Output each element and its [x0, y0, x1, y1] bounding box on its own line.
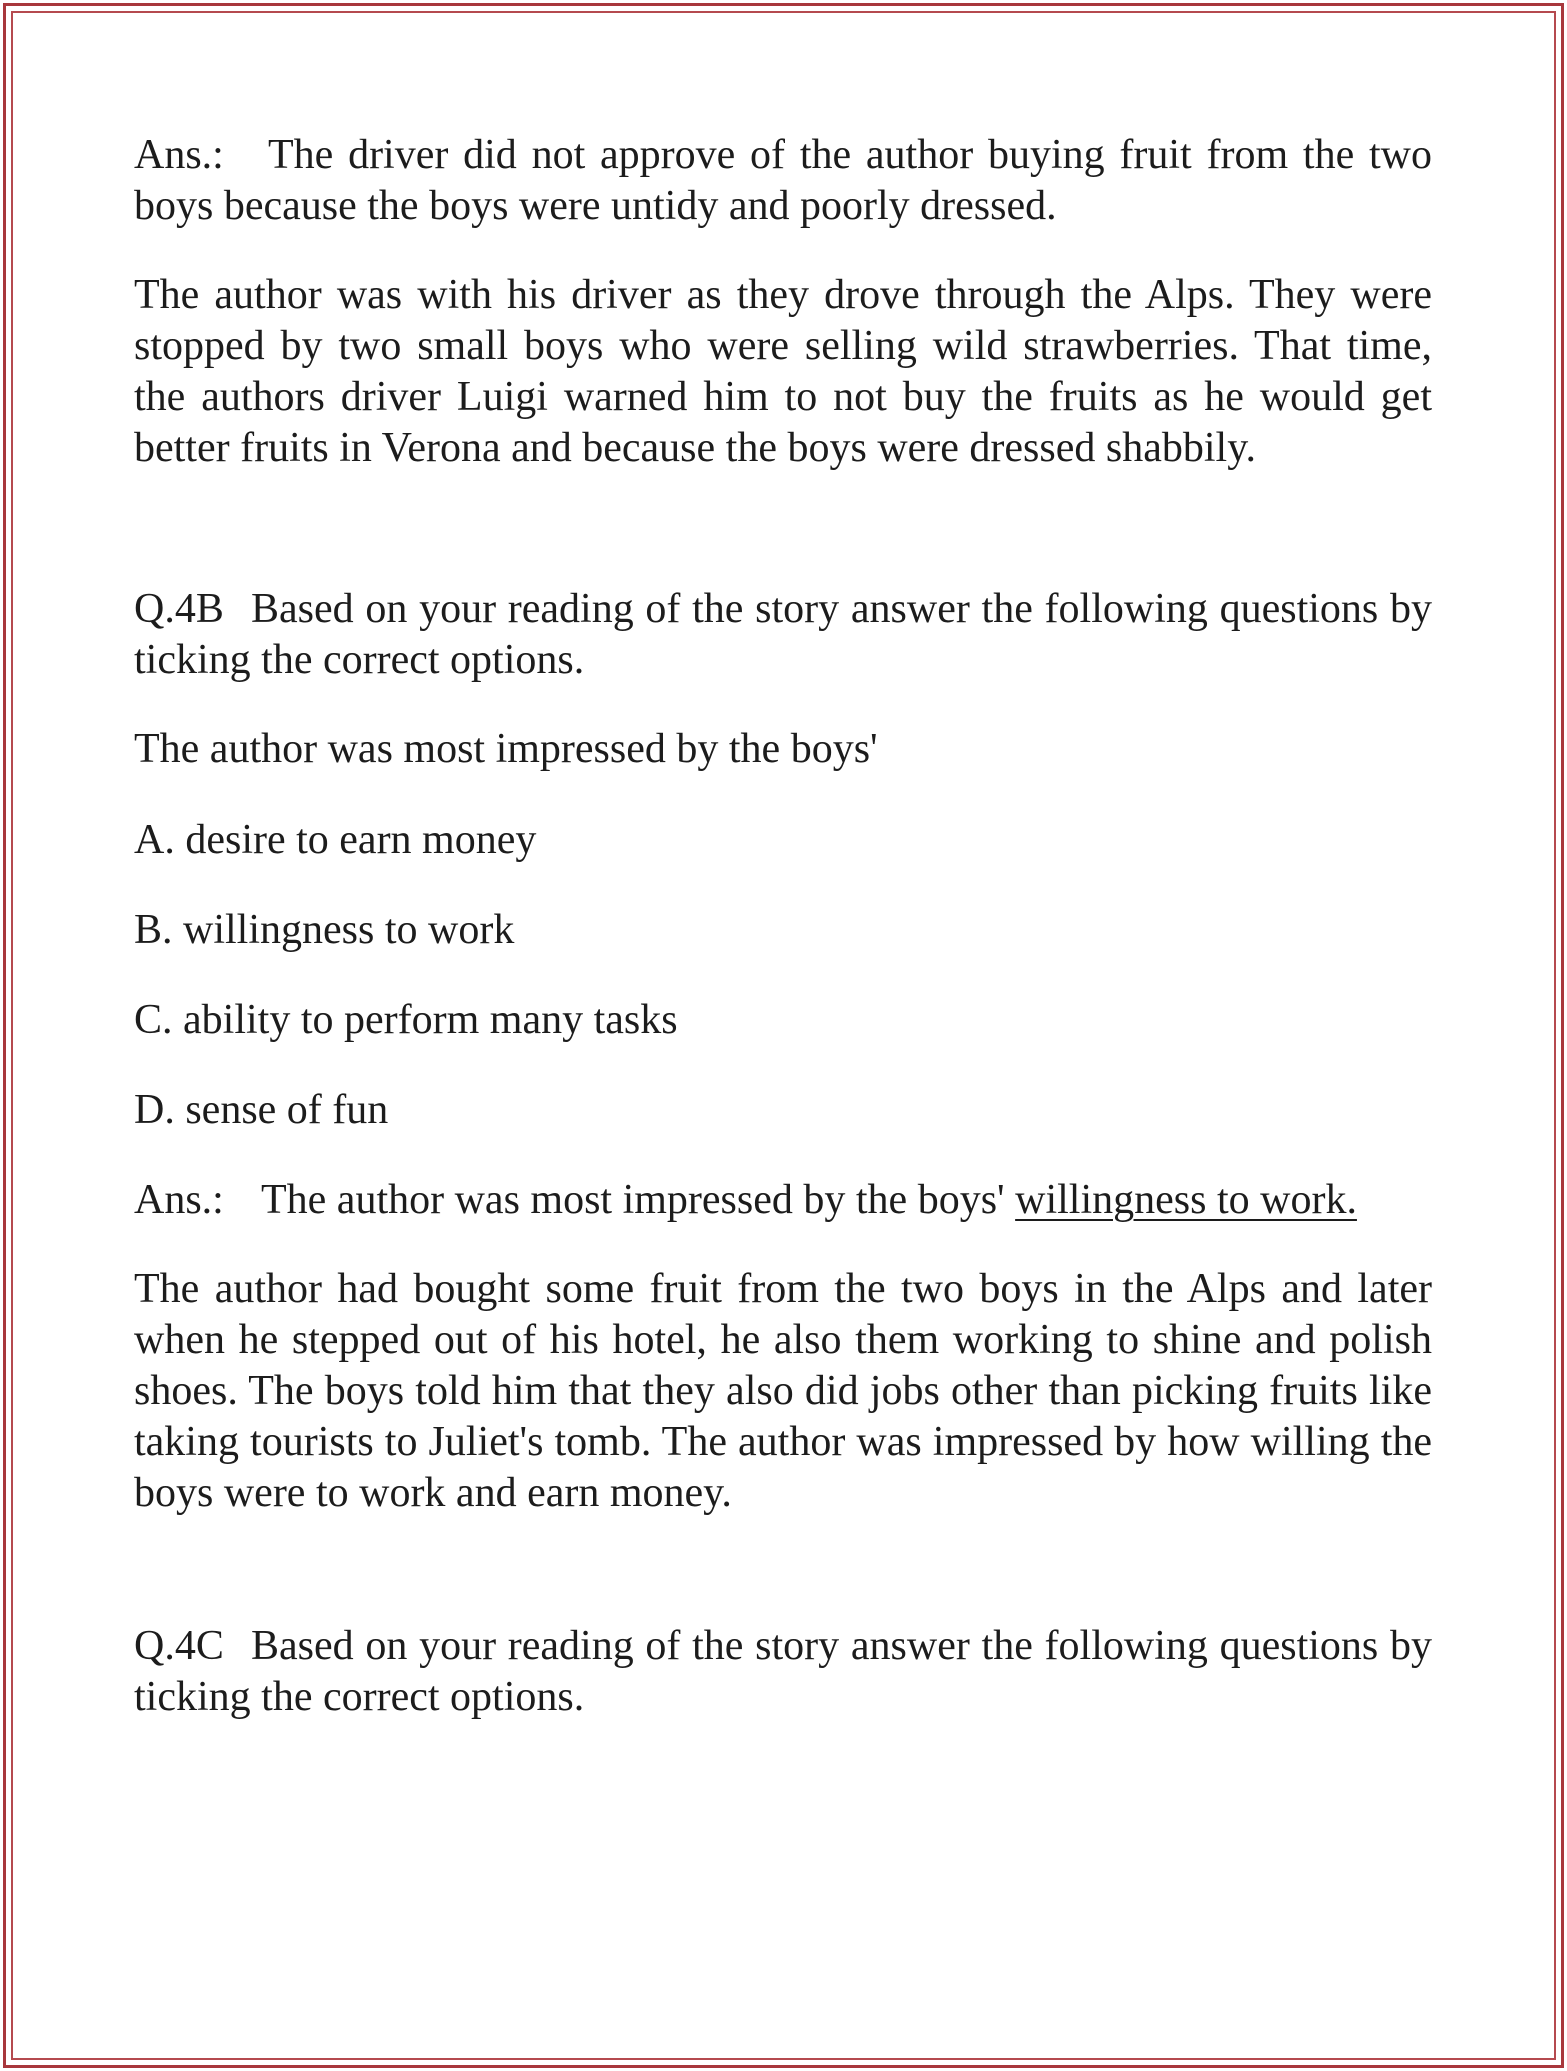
- answer-2: [134, 1175, 1432, 1226]
- question-4c: [134, 1621, 1432, 1723]
- answer-2-prefix: The author was most impressed by the boys': [261, 1177, 1005, 1223]
- option-a: A. desire to earn money: [134, 817, 537, 863]
- question-4b: [134, 584, 1432, 686]
- answer-1-text: The driver did not approve of the author buying fruit from the two boys because the boys were untidy and poorly dressed.: [134, 132, 1432, 229]
- answer-1-label: Ans.:: [134, 132, 224, 178]
- question-4b-label: Q.4B: [134, 586, 224, 632]
- option-b: B. willingness to work: [134, 907, 515, 953]
- explanation-2: The author had bought some fruit from the two boys in the Alps and later when he stepped out of his hotel, he also them working to shine and polish shoes. The boys told him that they also did jobs other than picking fruits like taking tourists to Juliet's tomb. The author was impressed by how willing the boys were to work and earn money.: [134, 1266, 1432, 1516]
- explanation-1: The author was with his driver as they drove through the Alps. They were stopped by two small boys who were selling wild strawberries. That time, the authors driver Luigi warned him to not buy the fruits as he would get better fruits in Verona and because the boys were dressed shabbily.: [134, 272, 1432, 471]
- answer-2-label: Ans.:: [134, 1177, 224, 1223]
- answer-1: [134, 130, 1432, 232]
- option-d: D. sense of fun: [134, 1087, 389, 1133]
- answer-2-underlined: willingness to work.: [1015, 1177, 1357, 1223]
- document-body: [134, 130, 1432, 1723]
- question-4c-label: Q.4C: [134, 1623, 224, 1669]
- question-4c-text: Based on your reading of the story answer the following questions by ticking the correct options.: [134, 1623, 1432, 1720]
- question-4b-text: Based on your reading of the story answer the following questions by ticking the correct options.: [134, 586, 1432, 683]
- question-4b-stem: The author was most impressed by the boys': [134, 726, 878, 772]
- option-c: C. ability to perform many tasks: [134, 997, 678, 1043]
